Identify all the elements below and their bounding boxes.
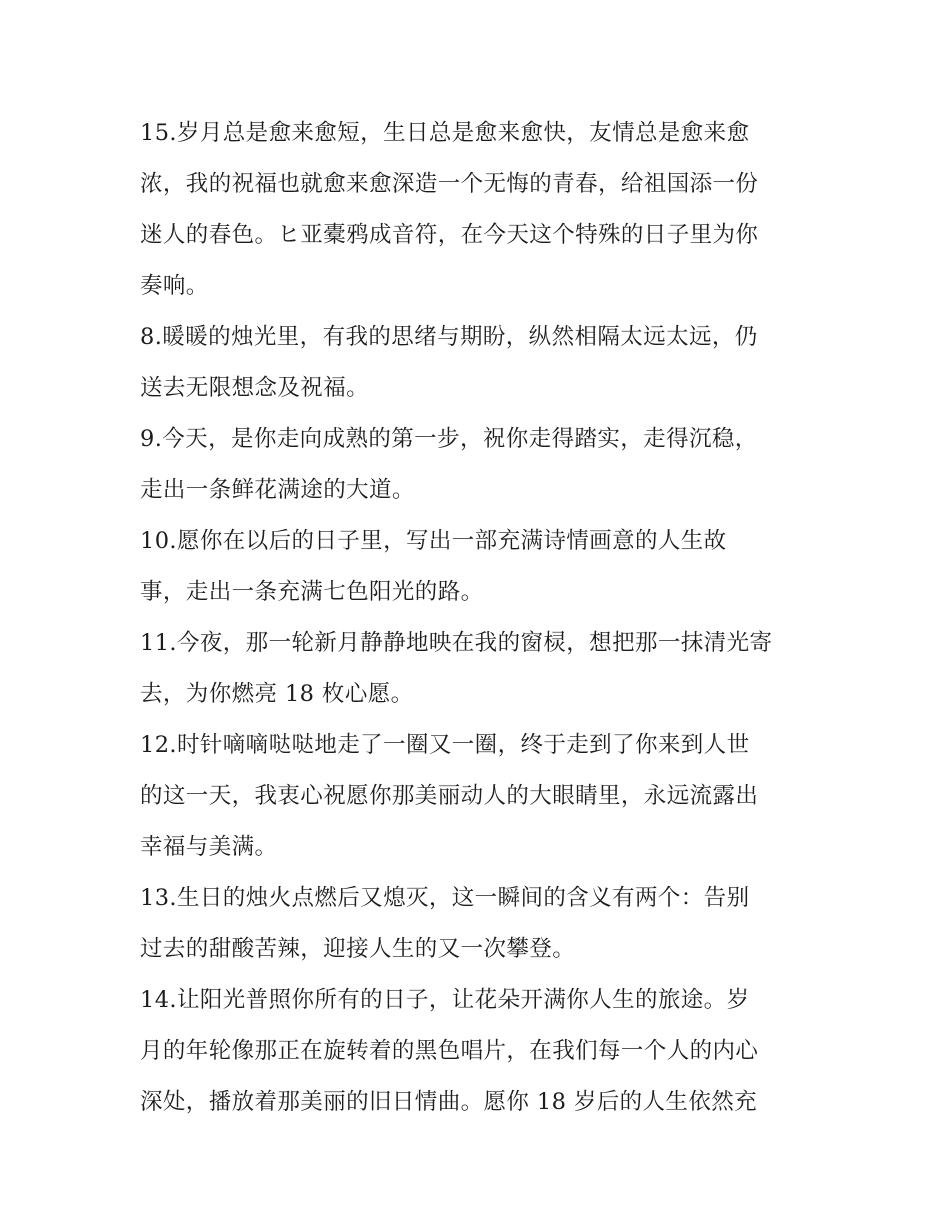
text-line: 月的年轮像那正在旋转着的黑色唱片，在我们每一个人的内心 — [140, 1038, 759, 1064]
text-line: 送去无限想念及祝福。 — [140, 375, 370, 401]
text-line: 浓，我的祝福也就愈来愈深造一个无悔的青春，给祖国添一份 — [140, 171, 759, 197]
text-line: 过去的甜酸苦辣，迎接人生的又一次攀登。 — [140, 936, 576, 962]
text-line: 10.愿你在以后的日子里，写出一部充满诗情画意的人生故 — [140, 528, 727, 554]
text-line: 迷人的春色。ヒ亚橐鸦成音符，在今天这个特殊的日子里为你 — [140, 222, 759, 248]
text-line: 8.暖暖的烛光里，有我的思绪与期盼，纵然相隔太远太远，仍 — [140, 324, 758, 350]
text-line: 事，走出一条充满七色阳光的路。 — [140, 579, 484, 605]
text-line: 走出一条鲜花满途的大道。 — [140, 477, 415, 503]
text-line: 的这一天，我衷心祝愿你那美丽动人的大眼睛里，永远流露出 — [140, 783, 759, 809]
document-body — [140, 108, 820, 1128]
text-line: 12.时针嘀嘀哒哒地走了一圈又一圈，终于走到了你来到人世 — [140, 732, 750, 758]
text-line: 14.让阳光普照你所有的日子，让花朵开满你人生的旅途。岁 — [140, 987, 750, 1013]
paragraph-12 — [140, 720, 820, 873]
text-line: 去，为你燃亮 18 枚心愿。 — [140, 681, 414, 707]
text-line: 奏响。 — [140, 273, 209, 299]
text-line: 深处，播放着那美丽的旧日情曲。愿你 18 岁后的人生依然充 — [140, 1089, 758, 1115]
paragraph-10 — [140, 516, 820, 618]
text-line: 幸福与美满。 — [140, 834, 278, 860]
text-line: 9.今天，是你走向成熟的第一步，祝你走得踏实，走得沉稳， — [140, 426, 758, 452]
text-line: 11.今夜，那一轮新月静静地映在我的窗棂，想把那一抹清光寄 — [140, 630, 773, 656]
paragraph-13 — [140, 873, 820, 975]
paragraph-8 — [140, 312, 820, 414]
paragraph-15 — [140, 108, 820, 312]
text-line: 15.岁月总是愈来愈短，生日总是愈来愈快，友情总是愈来愈 — [140, 120, 750, 146]
paragraph-14 — [140, 975, 820, 1128]
paragraph-9 — [140, 414, 820, 516]
paragraph-11 — [140, 618, 820, 720]
text-line: 13.生日的烛火点燃后又熄灭，这一瞬间的含义有两个：告别 — [140, 885, 750, 911]
